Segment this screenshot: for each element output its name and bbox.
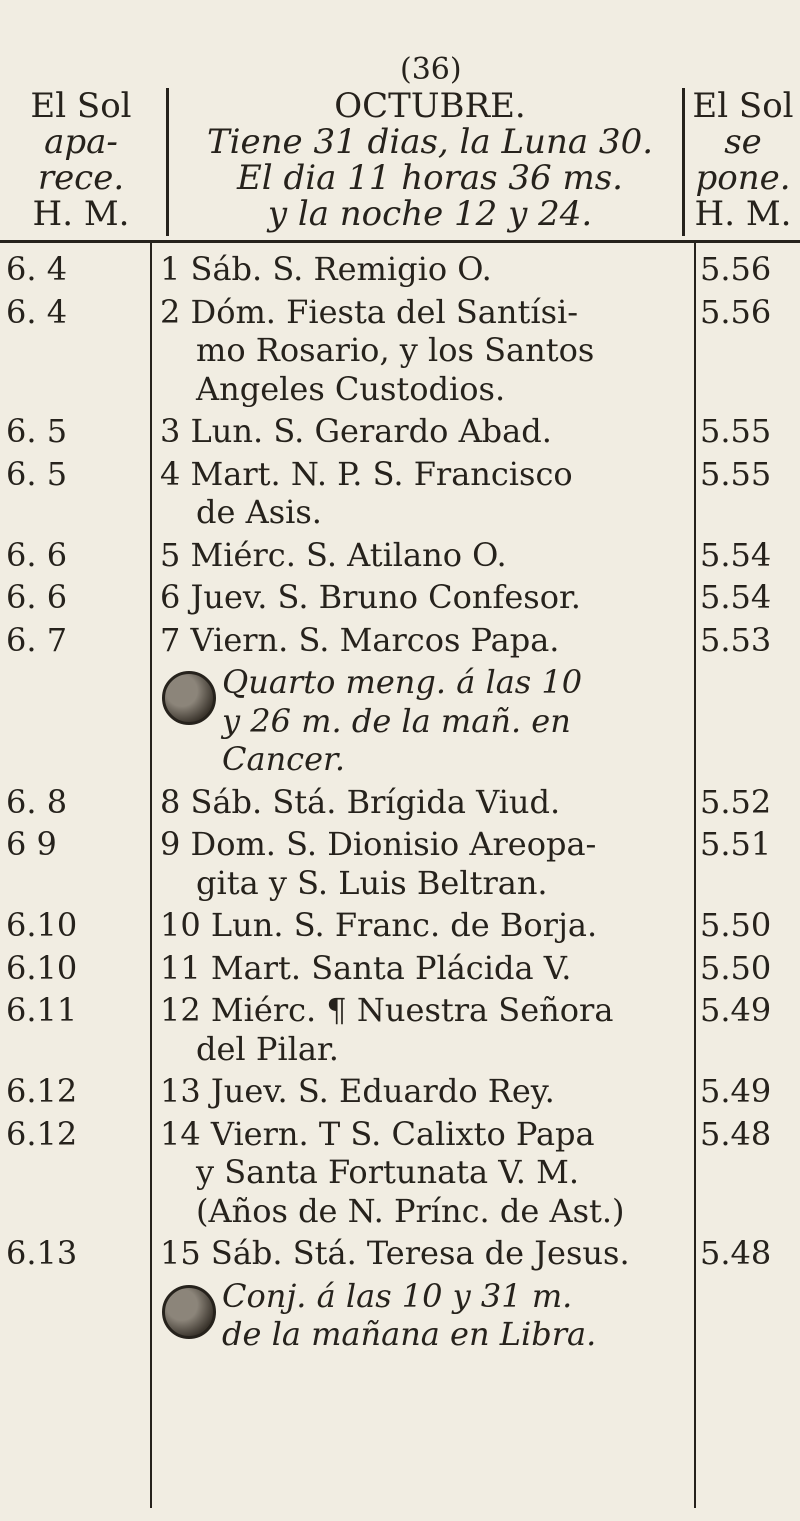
sunset-header-line: se (724, 122, 762, 162)
sunset-header-line: El Sol (692, 86, 794, 126)
header-divider-left (166, 88, 169, 236)
saint-day-entry: de Asis. (196, 493, 322, 531)
moon-phase-note: Conj. á las 10 y 31 m. (222, 1276, 573, 1315)
saint-day-entry: 15 Sáb. Stá. Teresa de Jesus. (160, 1234, 630, 1272)
month-info-line: Tiene 31 dias, la Luna 30. (206, 122, 654, 162)
sunset-time: 5.50 (700, 948, 772, 987)
saint-day-entry: del Pilar. (196, 1029, 339, 1068)
sunrise-header-line: H. M. (32, 194, 130, 234)
saint-day-entry: 5 Miérc. S. Atilano O. (160, 535, 507, 574)
sunrise-time: 6. 5 (6, 412, 68, 450)
saint-day-entry: gita y S. Luis Beltran. (196, 863, 548, 902)
sunrise-header-line: rece. (37, 158, 125, 198)
sunset-time: 5.50 (700, 906, 772, 944)
saint-day-entry: 3 Lun. S. Gerardo Abad. (160, 412, 552, 450)
sunrise-time: 6. 5 (6, 454, 68, 493)
saint-day-entry: 6 Juev. S. Bruno Confesor. (160, 578, 581, 616)
saint-day-entry: (Años de N. Prínc. de Ast.) (196, 1191, 625, 1230)
sunset-time: 5.52 (700, 782, 772, 821)
sunrise-time: 6. 4 (6, 250, 68, 288)
saint-day-entry: 9 Dom. S. Dionisio Areopa- (160, 825, 597, 863)
sunset-header-line: pone. (695, 158, 791, 198)
sunrise-header-line: apa- (44, 122, 118, 162)
sunset-time: 5.54 (700, 535, 772, 574)
sunrise-time: 6.13 (6, 1234, 78, 1272)
saint-day-entry: 13 Juev. S. Eduardo Rey. (160, 1072, 555, 1110)
sunset-time: 5.49 (700, 1072, 772, 1110)
sunrise-header (6, 88, 156, 232)
month-header (180, 88, 680, 232)
sunrise-time: 6.12 (6, 1072, 78, 1110)
saint-day-entry: 7 Viern. S. Marcos Papa. (160, 620, 560, 659)
sunrise-time: 6.10 (6, 948, 78, 987)
sunset-time: 5.55 (700, 412, 772, 450)
sunrise-time: 6 9 (6, 825, 57, 863)
saint-day-entry: 2 Dóm. Fiesta del Santísi- (160, 292, 579, 331)
saint-day-entry: Angeles Custodios. (196, 369, 506, 408)
saint-day-entry: 8 Sáb. Stá. Brígida Viud. (160, 782, 561, 821)
moon-phase-note: Quarto meng. á las 10 (222, 663, 583, 701)
sunrise-header-line: El Sol (30, 86, 132, 126)
sunrise-time: 6.12 (6, 1114, 78, 1153)
sunrise-time: 6. 8 (6, 782, 68, 821)
month-info-line: y la noche 12 y 24. (267, 194, 593, 234)
saint-day-entry: 4 Mart. N. P. S. Francisco (160, 454, 573, 493)
sunset-time: 5.54 (700, 578, 772, 616)
header-divider-right (682, 88, 685, 236)
moon-phase-note: y 26 m. de la mañ. en (222, 701, 571, 740)
header-rule (0, 240, 800, 243)
sunset-header (688, 88, 798, 232)
sunset-time: 5.48 (700, 1234, 772, 1272)
column-divider-left (150, 243, 152, 1508)
month-info-line: El dia 11 horas 36 ms. (236, 158, 623, 198)
sunset-time: 5.56 (700, 292, 772, 331)
sunset-time: 5.48 (700, 1114, 772, 1153)
saint-day-entry: 10 Lun. S. Franc. de Borja. (160, 906, 598, 944)
sunset-time: 5.56 (700, 250, 772, 288)
month-title: OCTUBRE. (334, 86, 526, 126)
sunset-time: 5.49 (700, 991, 772, 1029)
page-number: (36) (400, 52, 462, 87)
saint-day-entry: 1 Sáb. S. Remigio O. (160, 250, 492, 288)
saint-day-entry: 11 Mart. Santa Plácida V. (160, 948, 572, 987)
sunset-time: 5.55 (700, 454, 772, 493)
saint-day-entry: mo Rosario, y los Santos (196, 331, 595, 369)
sunset-time: 5.51 (700, 825, 772, 863)
saint-day-entry: 14 Viern. T S. Calixto Papa (160, 1114, 595, 1153)
saint-day-entry: 12 Miérc. ¶ Nuestra Señora (160, 991, 614, 1029)
sunrise-time: 6.10 (6, 906, 78, 944)
moon-phase-note: de la mañana en Libra. (222, 1315, 597, 1353)
sunset-time: 5.53 (700, 620, 772, 659)
sunrise-time: 6. 4 (6, 292, 68, 331)
sunrise-time: 6. 7 (6, 620, 68, 659)
sunset-header-line: H. M. (694, 194, 792, 234)
sunrise-time: 6.11 (6, 991, 78, 1029)
moon-phase-note: Cancer. (222, 740, 345, 778)
sunrise-time: 6. 6 (6, 578, 68, 616)
sunrise-time: 6. 6 (6, 535, 68, 574)
saint-day-entry: y Santa Fortunata V. M. (196, 1153, 580, 1191)
